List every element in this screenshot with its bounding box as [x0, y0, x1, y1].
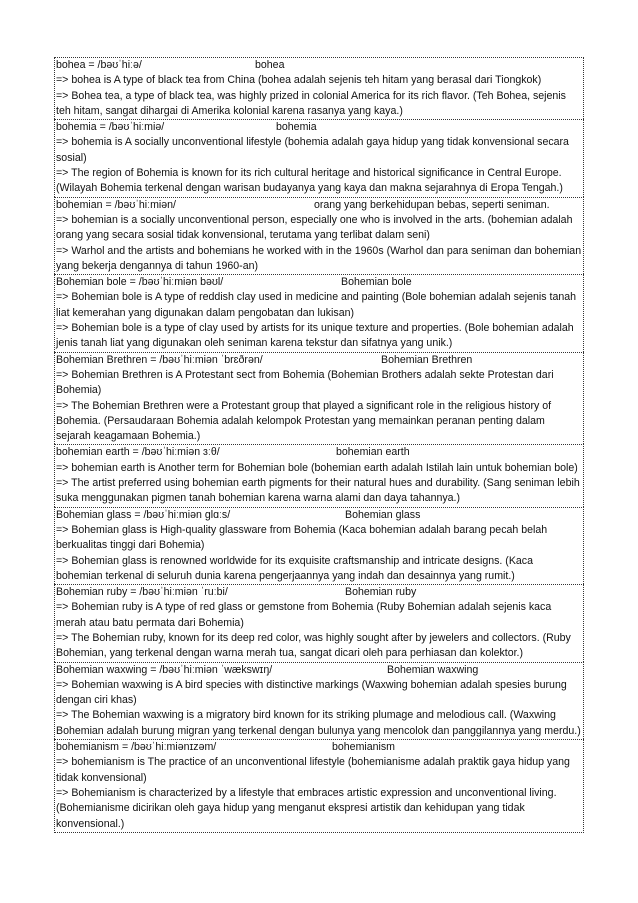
entry-header: [56, 120, 582, 135]
entry-definition: => bohea is A type of black tea from China (bohea adalah sejenis teh hitam yang berasal dari Tiongkok): [56, 74, 542, 87]
entry-header: [56, 508, 582, 523]
entry-pronunciation: bohemian = /bəʊˈhiːmiən/: [56, 198, 176, 211]
entry-header: [56, 585, 582, 600]
dictionary-page: [54, 57, 584, 833]
entry-definition: => bohemia is A socially unconventional lifestyle (bohemia adalah gaya hidup yang tidak konvensional secara sosial): [56, 136, 569, 164]
entry-example: => Bohea tea, a type of black tea, was highly prized in colonial America for its rich flavor. (Teh Bohea, sejenis teh hitam, sangat dihargai di Amerika kolonial karena rasanya yang kaya.): [56, 89, 566, 117]
entry-example: => Bohemianism is characterized by a lifestyle that embraces artistic expression and unconventional living. (Bohemianisme dicirikan oleh gaya hidup yang menganut ekspresi artistik dan kehidupan yang tidak konvensional.): [56, 786, 557, 830]
entry-term: bohea: [255, 59, 285, 71]
dictionary-entry: [54, 507, 584, 584]
entry-header: [56, 58, 582, 73]
dictionary-entry: [54, 444, 584, 506]
entry-example: => The artist preferred using bohemian earth pigments for their natural hues and durability. (Sang seniman lebih suka menggunakan pigmen tanah bohemian karena warna alami dan daya tahannya.): [56, 477, 580, 505]
entry-definition: => Bohemian Brethren is A Protestant sect from Bohemia (Bohemian Brothers adalah sekte Protestan dari Bohemia): [56, 368, 554, 397]
dictionary-entry: [54, 119, 584, 196]
entry-example: => The Bohemian waxwing is a migratory bird known for its striking plumage and melodious call. (Waxwing Bohemian adalah burung migran yang terkenal dengan bulunya yang mencolok dan panggilannya yang merdu.): [56, 709, 581, 737]
entry-pronunciation: bohemian earth = /bəʊˈhiːmiən ɜːθ/: [56, 446, 220, 459]
entry-definition: => Bohemian waxwing is A bird species with distinctive markings (Waxwing bohemian adalah spesies burung dengan ciri khas): [56, 678, 567, 707]
entry-term: Bohemian Brethren: [381, 353, 473, 366]
entry-example: => Bohemian bole is a type of clay used by artists for its unique texture and properties. (Bole bohemian adalah jenis tanah liat yang digunakan oleh seniman karena tekstur dan sifatnya yang unik.): [56, 322, 574, 350]
entry-pronunciation: Bohemian bole = /bəʊˈhiːmiən bəʊl/: [56, 276, 224, 289]
entry-header: [56, 198, 582, 213]
entry-term: Bohemian glass: [345, 508, 421, 521]
entry-definition: => bohemian is a socially unconventional person, especially one who is involved in the arts. (bohemian adalah orang yang secara sosial tidak konvensional, terutama yang terlibat dalam seni): [56, 213, 573, 242]
entry-definition: => bohemian earth is Another term for Bohemian bole (bohemian earth adalah Istilah lain untuk bohemian bole): [56, 461, 578, 474]
entry-header: [56, 275, 582, 290]
entry-pronunciation: Bohemian waxwing = /bəʊˈhiːmiən ˈwækswɪŋ/: [56, 663, 273, 676]
entry-term: orang yang berkehidupan bebas, seperti seniman.: [314, 198, 550, 211]
entry-definition: => Bohemian ruby is A type of red glass or gemstone from Bohemia (Ruby Bohemian adalah sejenis kaca merah atau batu permata dari Bohemia): [56, 601, 552, 629]
entry-pronunciation: Bohemian ruby = /bəʊˈhiːmiən ˈruːbi/: [56, 586, 228, 599]
entry-term: Bohemian ruby: [345, 586, 417, 599]
dictionary-entry: [54, 662, 584, 739]
dictionary-entry: [54, 197, 584, 274]
entry-term: bohemianism: [332, 741, 396, 754]
entry-example: => The Bohemian ruby, known for its deep red color, was highly sought after by jewelers and collectors. (Ruby Bohemian, yang terkenal dengan warna merah tua, sangat dicari oleh para perhiasan dan kolektor.): [56, 631, 571, 660]
dictionary-entry: [54, 739, 584, 833]
entry-header: [56, 663, 582, 678]
entry-term: Bohemian waxwing: [387, 663, 479, 676]
dictionary-entry: [54, 57, 584, 119]
entry-pronunciation: bohemia = /bəʊˈhiːmiə/: [56, 121, 165, 134]
entry-pronunciation: Bohemian Brethren = /bəʊˈhiːmiən ˈbrɛðrən/: [56, 353, 263, 366]
entry-definition: => bohemianism is The practice of an unconventional lifestyle (bohemianisme adalah praktik gaya hidup yang tidak konvensional): [56, 756, 570, 784]
entry-term: Bohemian bole: [341, 276, 412, 289]
entry-example: => Bohemian glass is renowned worldwide for its exquisite craftsmanship and intricate designs. (Kaca bohemian terkenal di seluruh dunia karena pengerjaannya yang indah dan desainnya yang rumit.): [56, 554, 533, 582]
entry-header: [56, 353, 582, 368]
entry-header: [56, 740, 582, 755]
dictionary-entry: [54, 352, 584, 445]
entry-example: => The Bohemian Brethren were a Protestant group that played a significant role in the religious history of Bohemia. (Persaudaraan Bohemia adalah kelompok Protestan yang memainkan peranan penting dalam sejarah keagamaan Bohemia.): [56, 399, 552, 443]
entry-pronunciation: bohemianism = /bəʊˈhiːmiənɪzəm/: [56, 741, 217, 754]
entry-example: => The region of Bohemia is known for its rich cultural heritage and historical significance in Central Europe. (Wilayah Bohemia terkenal dengan warisan budayanya yang kaya dan makna sejarahnya di Eropa Tengah.): [56, 167, 563, 195]
entry-term: bohemian earth: [336, 446, 410, 459]
entry-definition: => Bohemian glass is High-quality glassware from Bohemia (Kaca bohemian adalah barang pecah belah berkualitas tinggi dari Bohemia): [56, 523, 548, 552]
entry-term: bohemia: [276, 121, 317, 134]
entry-pronunciation: bohea = /bəʊˈhiːə/: [56, 59, 142, 71]
entry-example: => Warhol and the artists and bohemians he worked with in the 1960s (Warhol dan para seniman dan bohemian yang bekerja dengannya di tahun 1960-an): [56, 244, 582, 272]
entry-header: [56, 445, 582, 460]
dictionary-entry: [54, 274, 584, 351]
entry-definition: => Bohemian bole is A type of reddish clay used in medicine and painting (Bole bohemian adalah sejenis tanah liat kemerahan yang digunakan dalam pengobatan dan lukisan): [56, 291, 577, 319]
dictionary-entry: [54, 584, 584, 661]
entry-pronunciation: Bohemian glass = /bəʊˈhiːmiən glɑːs/: [56, 508, 231, 521]
